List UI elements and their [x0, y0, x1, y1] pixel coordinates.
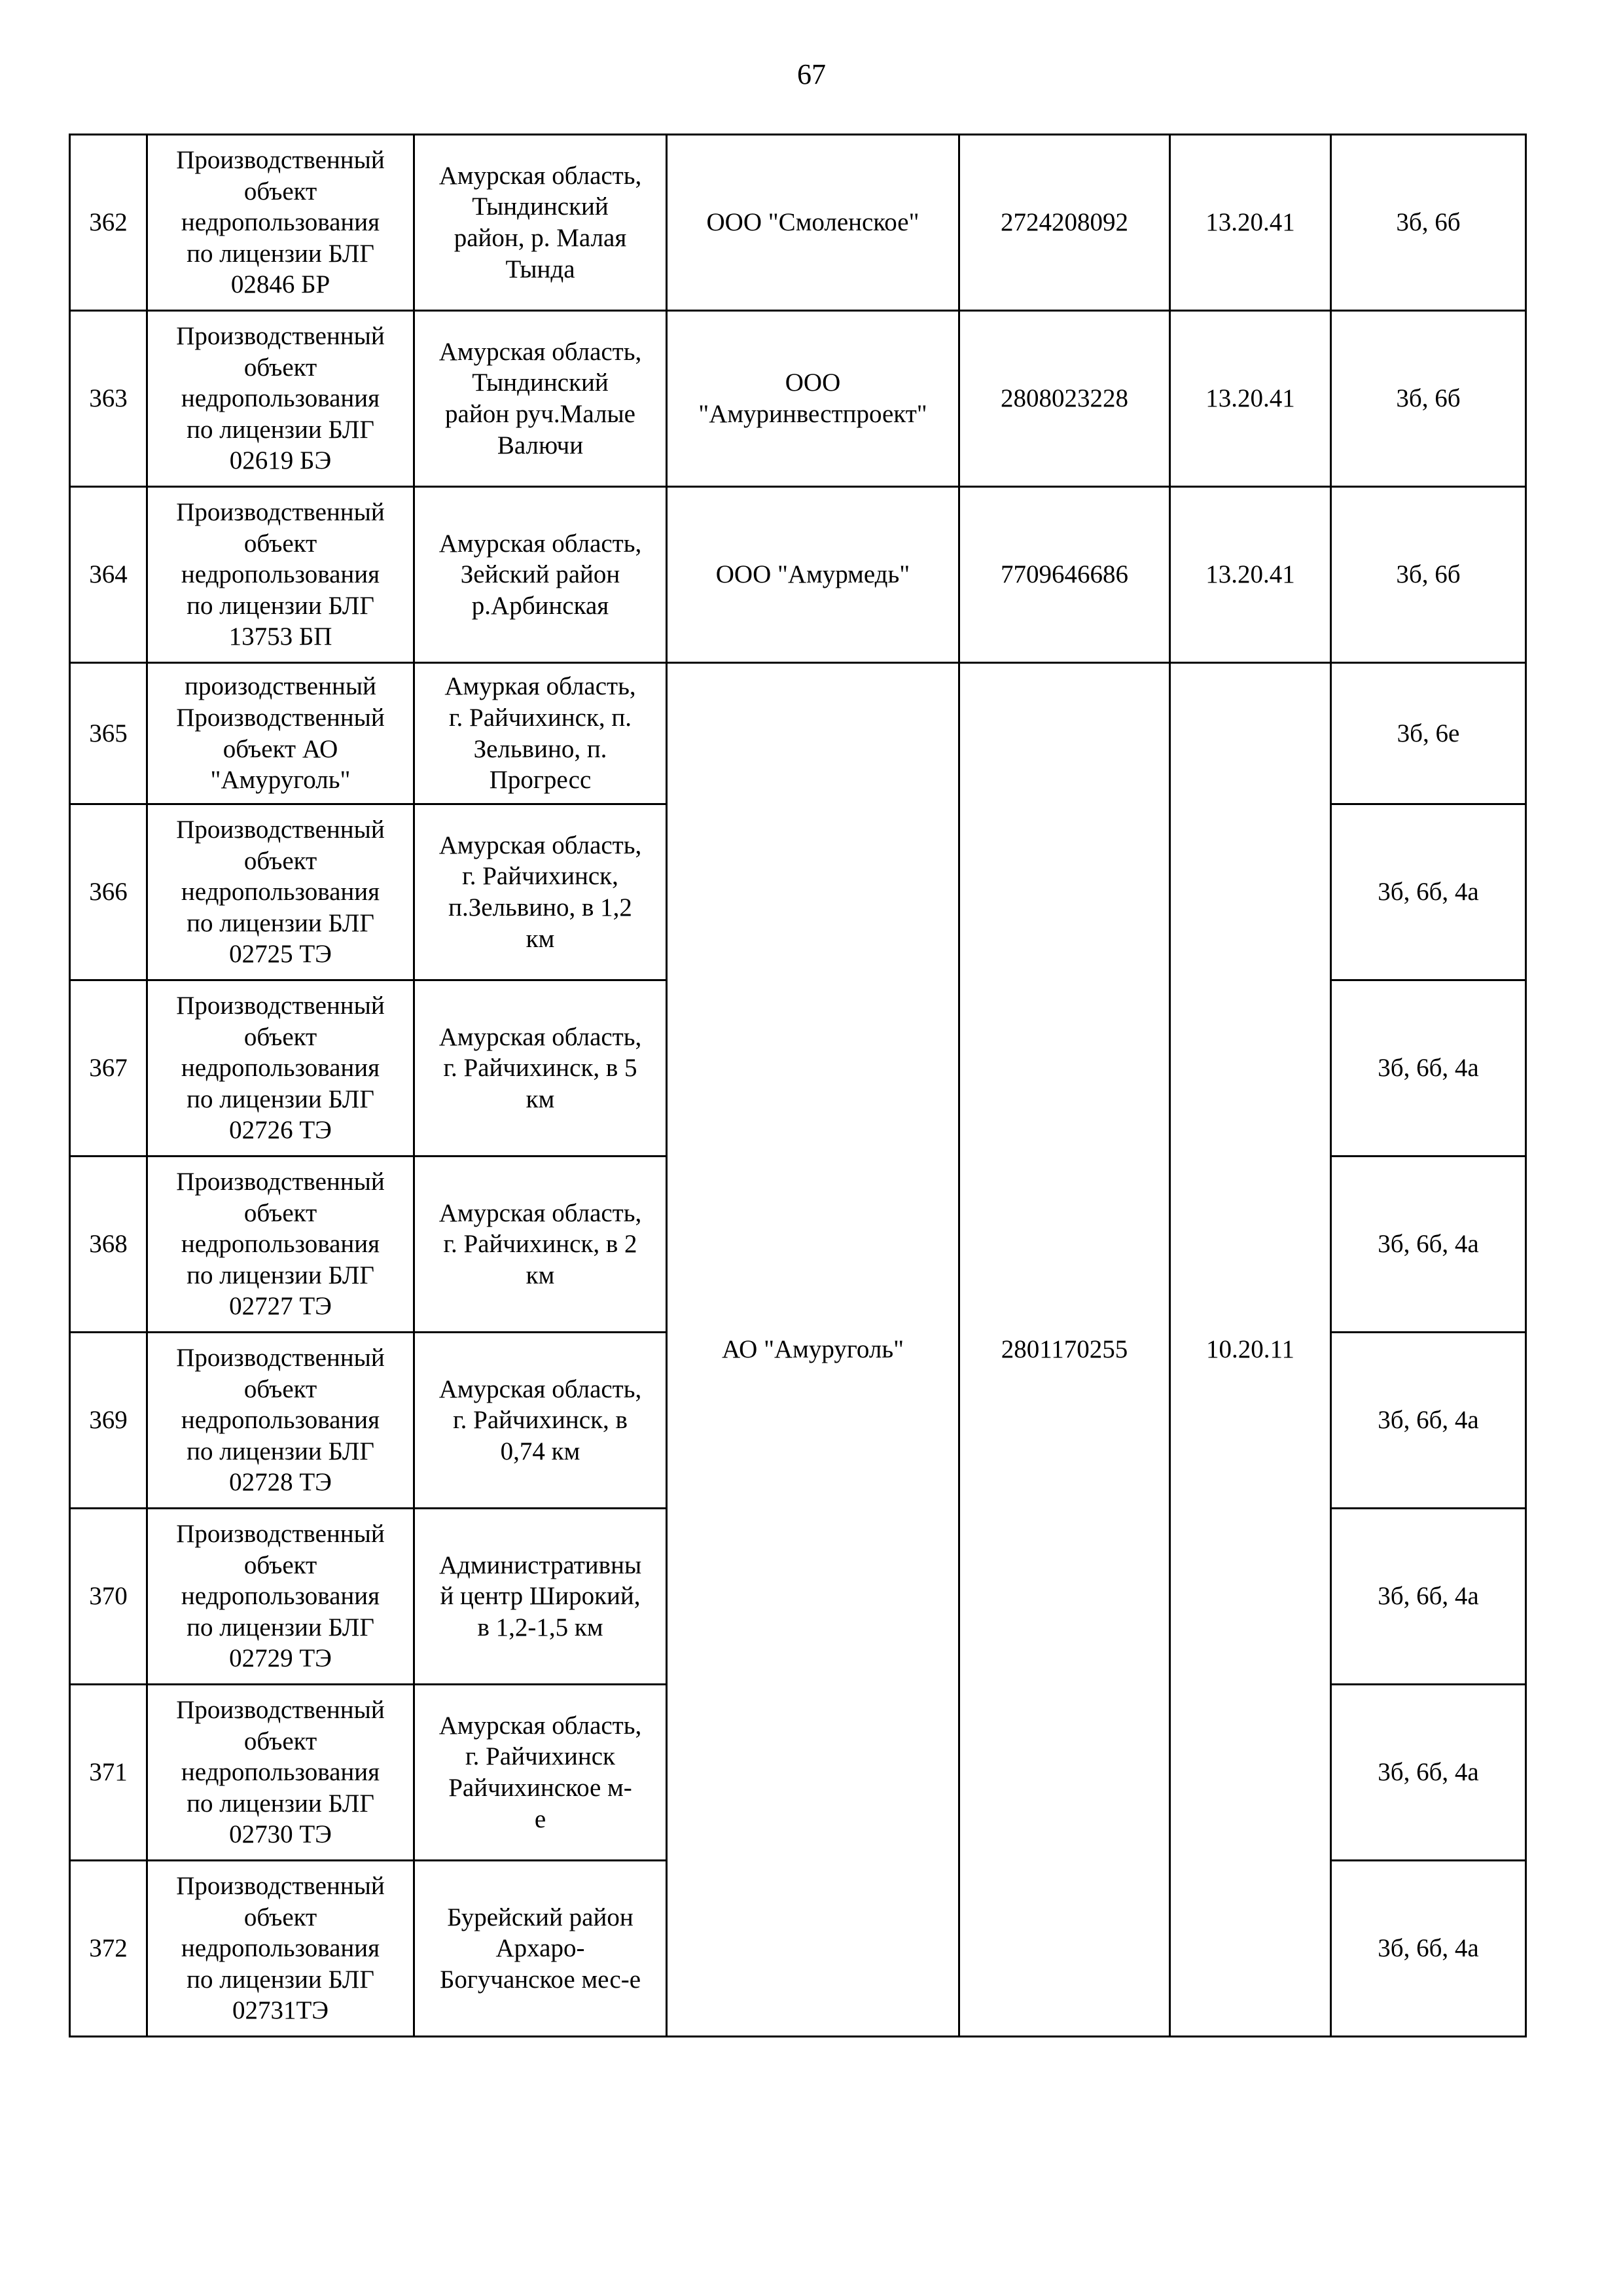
- inn: 2808023228: [959, 311, 1170, 487]
- object-address: Амурская область, Тындинский район руч.Малые Валючи: [414, 311, 667, 487]
- category-codes: 3б, 6б: [1331, 135, 1526, 311]
- object-address: Амурская область, Зейский район р.Арбинская: [414, 487, 667, 663]
- row-number: 363: [70, 311, 147, 487]
- row-number: 371: [70, 1685, 147, 1861]
- inn-merged: 2801170255: [959, 663, 1170, 2037]
- registry-table: [69, 134, 1527, 2037]
- object-address: Амурская область, Тындинский район, р. Малая Тында: [414, 135, 667, 311]
- row-number: 364: [70, 487, 147, 663]
- table-row: [70, 487, 1526, 663]
- table-row: [70, 663, 1526, 804]
- row-number: 370: [70, 1509, 147, 1685]
- object-name: Производственный объект недропользования по лицензии БЛГ 02726 ТЭ: [147, 980, 414, 1157]
- okved: 13.20.41: [1170, 487, 1331, 663]
- inn: 2724208092: [959, 135, 1170, 311]
- row-number: 365: [70, 663, 147, 804]
- object-address: Амурская область, г. Райчихинск, в 0,74 км: [414, 1333, 667, 1509]
- object-name: Производственный объект недропользования по лицензии БЛГ 02727 ТЭ: [147, 1157, 414, 1333]
- object-name: Производственный объект недропользования по лицензии БЛГ 13753 БП: [147, 487, 414, 663]
- row-number: 369: [70, 1333, 147, 1509]
- category-codes: 3б, 6б, 4а: [1331, 1861, 1526, 2037]
- category-codes: 3б, 6б: [1331, 311, 1526, 487]
- page-number: 67: [797, 58, 826, 90]
- category-codes: 3б, 6б, 4а: [1331, 1509, 1526, 1685]
- okved: 13.20.41: [1170, 135, 1331, 311]
- row-number: 367: [70, 980, 147, 1157]
- object-name: Производственный объект недропользования по лицензии БЛГ 02730 ТЭ: [147, 1685, 414, 1861]
- row-number: 362: [70, 135, 147, 311]
- category-codes: 3б, 6б, 4а: [1331, 1333, 1526, 1509]
- table-row: [70, 135, 1526, 311]
- okved: 13.20.41: [1170, 311, 1331, 487]
- object-address: Амурская область, г. Райчихинск Райчихинское м- е: [414, 1685, 667, 1861]
- object-name: Производственный объект недропользования по лицензии БЛГ 02619 БЭ: [147, 311, 414, 487]
- table-row: [70, 311, 1526, 487]
- okved-merged: 10.20.11: [1170, 663, 1331, 2037]
- object-address: Амуркая область, г. Райчихинск, п. Зельвино, п. Прогресс: [414, 663, 667, 804]
- object-address: Амурская область, г. Райчихинск, п.Зельвино, в 1,2 км: [414, 804, 667, 980]
- category-codes: 3б, 6б, 4а: [1331, 804, 1526, 980]
- object-name: Производственный объект недропользования по лицензии БЛГ 02729 ТЭ: [147, 1509, 414, 1685]
- row-number: 366: [70, 804, 147, 980]
- row-number: 368: [70, 1157, 147, 1333]
- organization-merged: АО "Амуруголь": [667, 663, 959, 2037]
- row-number: 372: [70, 1861, 147, 2037]
- inn: 7709646686: [959, 487, 1170, 663]
- category-codes: 3б, 6б, 4а: [1331, 980, 1526, 1157]
- object-name: произодственный Производственный объект АО "Амуруголь": [147, 663, 414, 804]
- object-address: Административны й центр Широкий, в 1,2-1,5 км: [414, 1509, 667, 1685]
- organization: ООО "Смоленское": [667, 135, 959, 311]
- category-codes: 3б, 6б, 4а: [1331, 1157, 1526, 1333]
- object-address: Амурская область, г. Райчихинск, в 2 км: [414, 1157, 667, 1333]
- organization: ООО "Амуринвестпроект": [667, 311, 959, 487]
- category-codes: 3б, 6е: [1331, 663, 1526, 804]
- category-codes: 3б, 6б, 4а: [1331, 1685, 1526, 1861]
- object-address: Амурская область, г. Райчихинск, в 5 км: [414, 980, 667, 1157]
- object-address: Бурейский район Архаро- Богучанское мес-е: [414, 1861, 667, 2037]
- object-name: Производственный объект недропользования по лицензии БЛГ 02731ТЭ: [147, 1861, 414, 2037]
- object-name: Производственный объект недропользования по лицензии БЛГ 02728 ТЭ: [147, 1333, 414, 1509]
- object-name: Производственный объект недропользования по лицензии БЛГ 02725 ТЭ: [147, 804, 414, 980]
- category-codes: 3б, 6б: [1331, 487, 1526, 663]
- object-name: Производственный объект недропользования по лицензии БЛГ 02846 БР: [147, 135, 414, 311]
- organization: ООО "Амурмедь": [667, 487, 959, 663]
